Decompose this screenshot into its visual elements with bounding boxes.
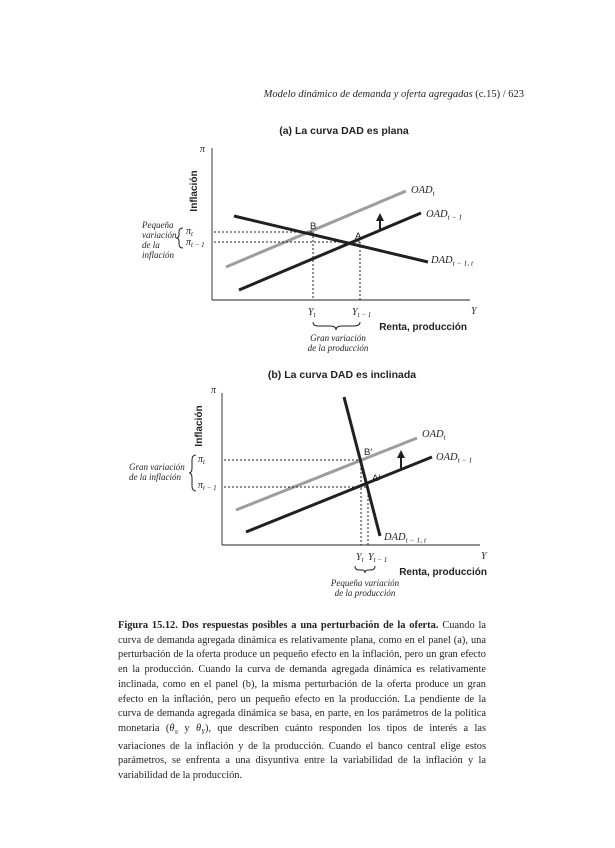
panel-a-x-axis-label: Renta, producción [379,322,467,333]
panel-b-guides [224,460,368,545]
panel-a-left-annotation [141,220,177,260]
svg-text:de la: de la [142,240,160,250]
panel-b-oad-t1-label: $OAD_{t - 1}$ [436,452,473,465]
caption-title: Figura 15.12. Dos respuestas posibles a una perturbación de la oferta. [118,620,439,631]
panel-b-point-a: A′ [372,473,381,484]
panel-a-bottom-annotation [308,333,369,353]
caption-text-2: ), que describen cuánto responden los tipos de interés a las variaciones de la inflación y de la producción. Cuando el banco central elige estos parámetros, se enfrenta a una disyuntiva entre la variabilidad de la inflación y la variabilidad de la producción. [118,722,487,782]
svg-text:Gran variación: Gran variación [310,333,366,343]
panel-b-y-t-label: $Y_t$ [356,552,364,564]
panel-a-pi-t-label: $\pi_t$ [186,226,193,238]
panel-a-dad-label: $DAD_{t - 1, t}$ [431,255,474,268]
caption-and: y [178,722,196,734]
panel-b-y-symbol: Y [481,551,487,562]
panel-b [129,369,488,598]
chapter-ref: (c.15) [475,89,501,100]
panel-b-pi-t-label: $\pi_t$ [198,454,205,466]
svg-text:de la producción: de la producción [307,343,369,353]
panel-b-x-axis-label: Renta, producción [399,567,487,578]
panel-b-dad-label: $DAD_{t - 1, t}$ [384,532,427,545]
panel-b-y-axis-label: Inflación [194,405,205,447]
panel-a-y-symbol: Y [471,306,477,317]
panel-a-title: (a) La curva DAD es plana [279,125,409,137]
panel-b-oad-t-label: $OAD_t$ [422,429,446,442]
panel-a-point-b: B [310,221,317,232]
panel-a-y-t1-label: $Y_{t - 1}$ [352,307,372,319]
panel-b-bottom-annotation [330,578,400,598]
panel-a-guides [214,232,360,300]
figure-caption [118,619,486,784]
panel-b-point-b: B′ [364,447,373,458]
caption-text-1: Cuando la curva de demanda agregada dinámica es relativamente plana, como en el panel (a), una perturbación de la oferta produce un pequeño efecto en la inflación, pero un gran efecto en la producción. Cuando la curva de demanda agregada dinámica es relativamente inclinada, como en el panel (b), la misma perturbación de la oferta produce un gran efecto en la inflación, pero un pequeño efecto en la producción. La pendiente de la curva de demanda agregada dinámica se basa, en parte, en los parámetros de la política monetaria ( [118,620,486,734]
running-title: Modelo dinámico de demanda y oferta agregadas [263,89,473,100]
panel-a-point-a: A [355,231,362,242]
panel-a-oad-t1-label: $OAD_{t - 1}$ [426,209,463,222]
panel-a [141,125,478,353]
theta-y: $\theta_Y$ [195,722,205,736]
panel-b-bottom-brace [355,566,375,573]
panel-b-left-annotation [129,462,185,482]
svg-text:de la producción: de la producción [334,588,396,598]
page-number: 623 [508,89,524,100]
panel-b-y-t1-label: $Y_{t - 1}$ [368,552,388,564]
panel-b-pi-symbol: π [210,385,216,396]
header-separator: / [502,89,506,100]
panel-a-y-axis-label: Inflación [189,170,200,212]
panel-a-bottom-brace [313,322,360,330]
svg-text:Gran variación: Gran variación [129,462,185,472]
svg-text:Pequeña variación: Pequeña variación [330,578,400,588]
theta-pi: $\theta_\pi$ [169,722,179,736]
panel-b-title: (b) La curva DAD es inclinada [267,369,417,381]
panel-a-pi-t1-label: $\pi_{t - 1}$ [186,237,205,249]
panel-b-pi-t1-label: $\pi_{t - 1}$ [198,480,217,492]
svg-text:de la inflación: de la inflación [129,472,181,482]
panel-b-left-brace [189,455,196,491]
panel-a-pi-symbol: π [199,144,205,155]
svg-text:Pequeña: Pequeña [142,220,174,230]
panel-a-left-brace [176,228,183,248]
svg-text:inflación: inflación [142,250,174,260]
panel-a-oad-t-label: $OAD_t$ [411,185,435,198]
panel-a-y-t-label: $Y_t$ [308,307,316,319]
svg-text:variación: variación [142,230,177,240]
